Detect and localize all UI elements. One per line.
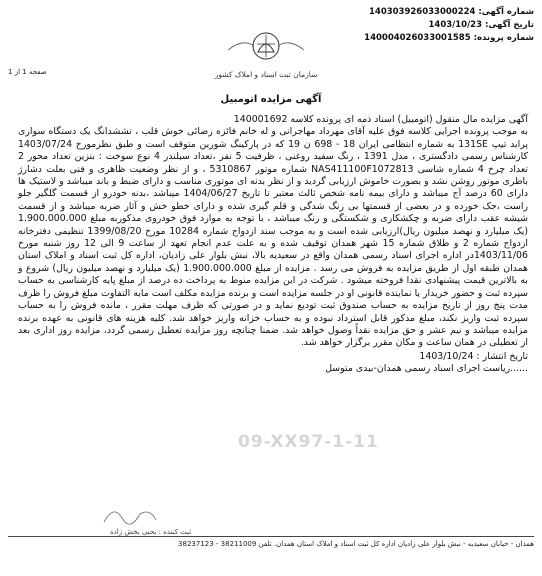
watermark: 09-XX97-1-11 [238,432,379,452]
signer-name: ثبت کننده : یحیی بخش زاده [110,528,192,536]
notice-title: آگهی مزایده اتومبیل [220,94,322,105]
publish-date: تاریخ انتشار : 1403/10/24 [419,350,528,362]
notice-number: شماره آگهی: 140303926033000224 [368,7,534,17]
signature-line: ......ریاست اجرای اسناد رسمی همدان-بیدی متوسل [325,363,528,375]
notice-header [364,6,534,45]
file-number: شماره پرونده: 140004026033001585 [364,33,534,43]
org-name: سازمان ثبت اسناد و املاک کشور [214,70,318,79]
body-heading: آگهی مزایده مال منقول (اتومبیل) اسناد ذمه ای پرونده کلاسه 140001692 [233,114,528,125]
signature-scribble-icon [100,500,160,530]
footer-address: همدان - خیابان سعیدیه - نبش بلوار علی زادیان اداره کل ثبت اسناد و املاک استان همدان. تلفن 38211009 - 38237123 [178,540,534,548]
notice-date: تاریخ آگهی: 1403/10/23 [428,20,534,30]
judiciary-logo-icon [208,30,324,70]
body-text: به موجب پرونده اجرایی کلاسه فوق علیه آقای مهرداد مهاجرانی و له خانم فائزه رضائی خوش قلب ، تششدانگ یک دستگاه سواری پراید تیپ 131SE به شماره انتظامی ایران 18 - 698 ن 19 که در پارکینگ شورین متوقف است و طبق نظرمورخ 1403/07/24 کارشناس رسمی دادگستری ، مدل 1391 ، رنگ سفید روغنی ، ظرفیت 5 نفر ،تعداد سیلندر 4 نوع سوخت : بنزین تعداد محور 2 تعداد چرخ 4 شماره شاسی NAS411100F1072813 شماره موتور 5310867 ، و از نظر وضعیت ظاهری و فنی بعلت دشارژ باطری موتور روشن نشد و بصورت خاموش ارزیابی گردید و از نظر بدنه ای موتوری مناسب و دارای ضبط و باند میباشد و لاستیک ها دارای 60 درصد آج میباشد و دارای بیمه نامه شخص ثالث معتبر تا تاریخ 1404/06/27 میباشد ،بدنه خودرو از قسمت گلگیر جلو راست ،جک خورده و در بعضی از قسمتها بی رنگ شدگی و قلم گیری شده و دارای خطو خش و آثار ضربه میباشد و از قسمت شیشه عقب دارای ضربه و چکشکاری و شکستگی و رنگ میباشد ، با توجه به موارد فوق خودروی مذکوربه مبلغ 1.900.000.000 (یک میلیارد و نهصد میلیون ریال)ارزیابی شده است و به موجب سند ازدواج شماره 10284 مورخ 1399/08/20 تنظیمی دفترخانه ازدواج شماره 2 و طلاق شماره 15 شهر همدان توقیف شده و به علت عدم انجام تعهد از ساعت 9 الی 12 روز شنبه مورخ 1403/11/06در اداره اجرای اسناد رسمی همدان واقع در سعیدیه بالا، نبش بلوار علی زادیان، اداره کل ثبت اسناد و املاک استان همدان طبقه اول از طریق مزایده به فروش می رسد . مزایده از مبلغ 1.900.000.000 (یک میلیارد و نهصد میلیون ریال) شروع و به بالاترین قیمت پیشنهادی نقدا فروخته میشود . شرکت در این مزایده منوط به پرداخت ده درصد از مبلغ پایه کارشناسی به حساب سپرده ثبت و حضور خریدار یا نماینده قانونی او در جلسه مزایده است و برنده مزایده مکلف است مابه التفاوت مبلغ فروش را ظرف مدت پنج روز از تاریخ مزایده به حساب صندوق ثبت تودیع نماید و در صورتی که ظرف مهلت مقرر ، مانده فروش را به حساب سپرده ثبت واریز نکند، مبلغ مذکور قابل استرداد نبوده و به حساب خزانه واریز خواهد شد. کلیه هزینه های قانونی به عهده برنده مزایده میباشد و نیم عشر و حق مزایده نقداً وصول خواهد شد. ضمنا چنانچه روز مزایده تعطیل رسمی گردد، مزایده روز اداری بعد از تعطیلی در همان ساعت و مکان مقرر برگزار خواهد شد. [18,126,528,349]
footer-divider [8,536,534,537]
org-emblem [208,30,324,84]
notice-body [18,114,528,376]
page-number: صفحه 1 از 1 [8,68,47,76]
